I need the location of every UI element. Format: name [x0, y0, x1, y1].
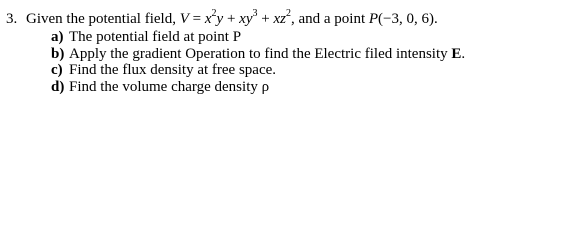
item-letter: a)	[51, 29, 64, 45]
term2-xy: xy	[239, 11, 253, 27]
term2-exponent: 3	[252, 8, 258, 19]
sub-question-b	[51, 46, 465, 63]
item-text: The potential field at point P	[69, 29, 242, 45]
point-P: P	[368, 11, 379, 27]
sub-question-a	[51, 29, 241, 46]
term3-xz: xz	[273, 11, 286, 27]
item-tail: .	[461, 46, 466, 62]
term1-exponent: 2	[211, 8, 217, 19]
plus-sign-1: +	[223, 11, 240, 27]
item-text: Apply the gradient Operation to find the Electric filed intensity	[69, 46, 452, 62]
plus-sign-2: +	[257, 11, 274, 27]
item-letter: d)	[51, 79, 65, 95]
term1-y: y	[216, 11, 224, 27]
sub-question-c	[51, 62, 276, 79]
question-block	[0, 0, 568, 108]
point-coords: (−3, 0, 6).	[378, 11, 438, 27]
sub-question-d	[51, 79, 269, 96]
question-stem	[6, 8, 438, 28]
stem-mid: , and a point	[290, 11, 369, 27]
question-number: 3.	[6, 11, 18, 27]
stem-intro: Given the potential field,	[26, 11, 180, 27]
item-text: Find the flux density at free space.	[69, 62, 277, 78]
term3-exponent: 2	[285, 8, 291, 19]
item-letter: c)	[51, 62, 63, 78]
term1-x: x	[204, 11, 212, 27]
equals-sign: =	[188, 11, 205, 27]
item-letter: b)	[51, 46, 65, 62]
vector-E: E	[451, 46, 462, 62]
item-text: Find the volume charge density ρ	[69, 79, 270, 95]
var-V: V	[179, 11, 189, 27]
